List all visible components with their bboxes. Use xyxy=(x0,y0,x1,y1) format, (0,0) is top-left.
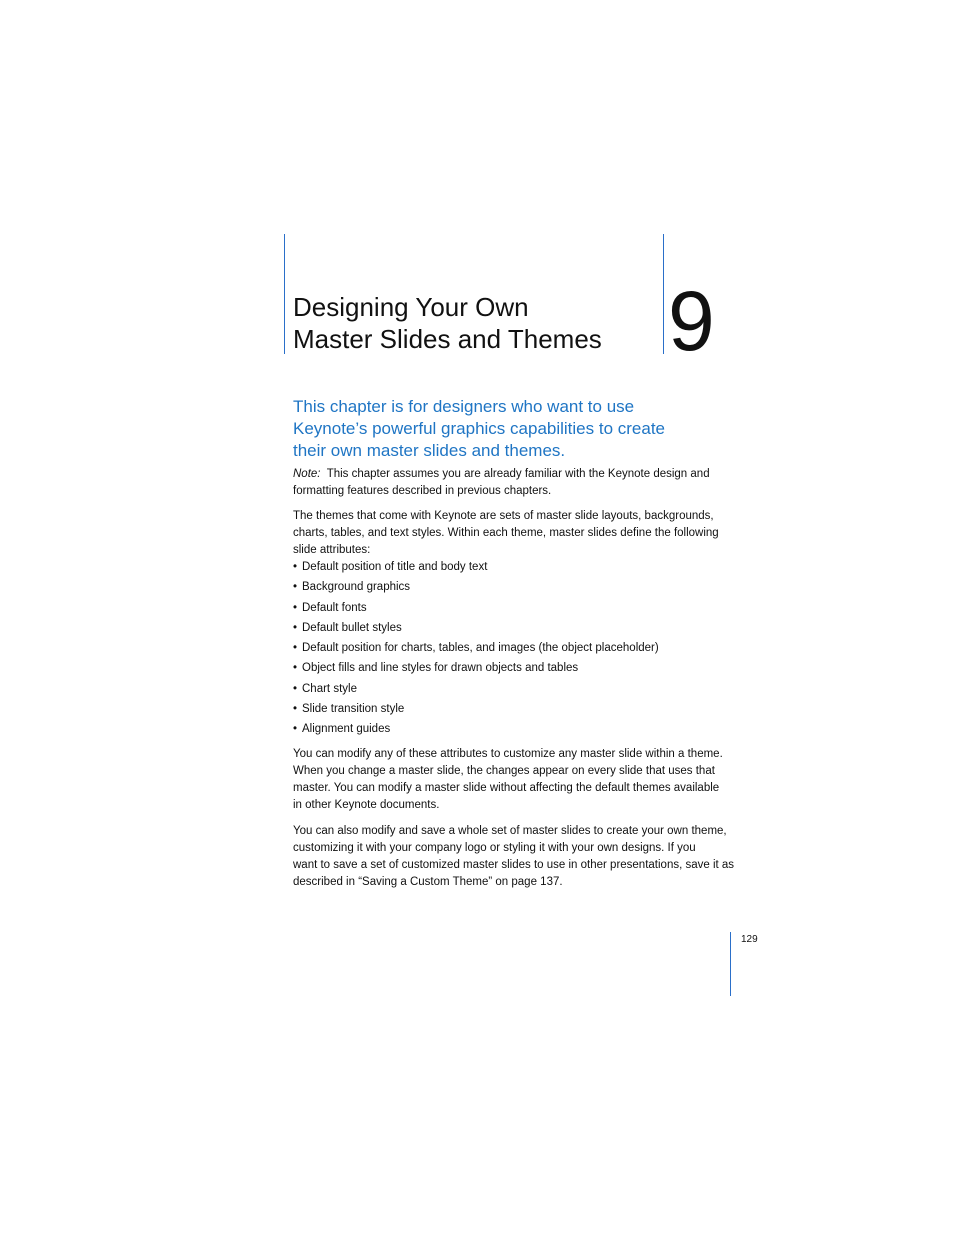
chapter-number: 9 xyxy=(668,274,715,368)
list-item-text: Default bullet styles xyxy=(302,621,402,634)
note-line-1 xyxy=(293,466,733,483)
list-item-text: Default position for charts, tables, and images (the object placeholder) xyxy=(302,642,659,655)
paragraph-line: When you change a master slide, the changes appear on every slide that uses that xyxy=(293,765,715,777)
bullet-marker: • xyxy=(293,642,298,655)
paragraph-line: customizing it with your company logo or styling it with your own designs. If you xyxy=(293,842,696,854)
list-item xyxy=(293,559,659,579)
chapter-intro xyxy=(293,396,713,462)
paragraph-line: You can modify any of these attributes to customize any master slide within a theme. xyxy=(293,748,723,760)
list-item-text: Alignment guides xyxy=(302,723,391,736)
paragraph-line: The themes that come with Keynote are sets of master slide layouts, backgrounds, xyxy=(293,510,714,522)
paragraph-line: master. You can modify a master slide without affecting the default themes available xyxy=(293,782,720,794)
bullet-marker: • xyxy=(293,581,298,594)
paragraph-line: described in “Saving a Custom Theme” on page 137. xyxy=(293,876,563,888)
list-item xyxy=(293,660,659,680)
bullet-marker: • xyxy=(293,723,298,736)
chapter-title-left-rule xyxy=(284,234,285,354)
note-label: Note: xyxy=(293,468,321,480)
list-item xyxy=(293,721,659,741)
bullet-marker: • xyxy=(293,682,298,695)
paragraph-line: charts, tables, and text styles. Within each theme, master slides define the following xyxy=(293,527,719,539)
list-item xyxy=(293,620,659,640)
list-item xyxy=(293,640,659,660)
list-item xyxy=(293,600,659,620)
list-item-text: Object fills and line styles for drawn objects and tables xyxy=(302,662,579,675)
list-item-text: Default fonts xyxy=(302,601,367,614)
list-item-text: Chart style xyxy=(302,682,357,695)
list-item xyxy=(293,681,659,701)
bullet-marker: • xyxy=(293,561,298,573)
chapter-intro-line-3: their own master slides and themes. xyxy=(293,441,566,460)
chapter-title-line-2: Master Slides and Themes xyxy=(293,324,602,354)
note-paragraph xyxy=(293,466,733,500)
chapter-number-left-rule xyxy=(663,234,664,354)
chapter-intro-line-1: This chapter is for designers who want to use xyxy=(293,397,635,416)
paragraph-themes-intro xyxy=(293,508,733,559)
list-item xyxy=(293,579,659,599)
note-line-2: formatting features described in previous chapters. xyxy=(293,485,552,497)
bullet-marker: • xyxy=(293,601,298,614)
paragraph-line: slide attributes: xyxy=(293,544,371,556)
chapter-title xyxy=(293,291,653,355)
chapter-intro-line-2: Keynote’s powerful graphics capabilities to create xyxy=(293,419,666,438)
folio-rule xyxy=(730,932,731,996)
paragraph-line: want to save a set of customized master slides to use in other presentations, save it as xyxy=(293,859,735,871)
paragraph-modify-attributes xyxy=(293,746,733,814)
bullet-marker: • xyxy=(293,703,298,716)
list-item-text: Default position of title and body text xyxy=(302,561,488,573)
paragraph-line: You can also modify and save a whole set of master slides to create your own theme, xyxy=(293,825,727,837)
list-item xyxy=(293,701,659,721)
slide-attributes-list xyxy=(293,559,659,742)
list-item-text: Background graphics xyxy=(302,581,411,594)
page-number: 129 xyxy=(741,934,758,945)
bullet-marker: • xyxy=(293,662,298,675)
list-item-text: Slide transition style xyxy=(302,703,405,716)
bullet-marker: • xyxy=(293,621,298,634)
chapter-title-line-1: Designing Your Own xyxy=(293,292,529,322)
paragraph-line: in other Keynote documents. xyxy=(293,799,440,811)
note-text-1: This chapter assumes you are already familiar with the Keynote design and xyxy=(326,468,710,480)
paragraph-save-theme xyxy=(293,823,733,891)
